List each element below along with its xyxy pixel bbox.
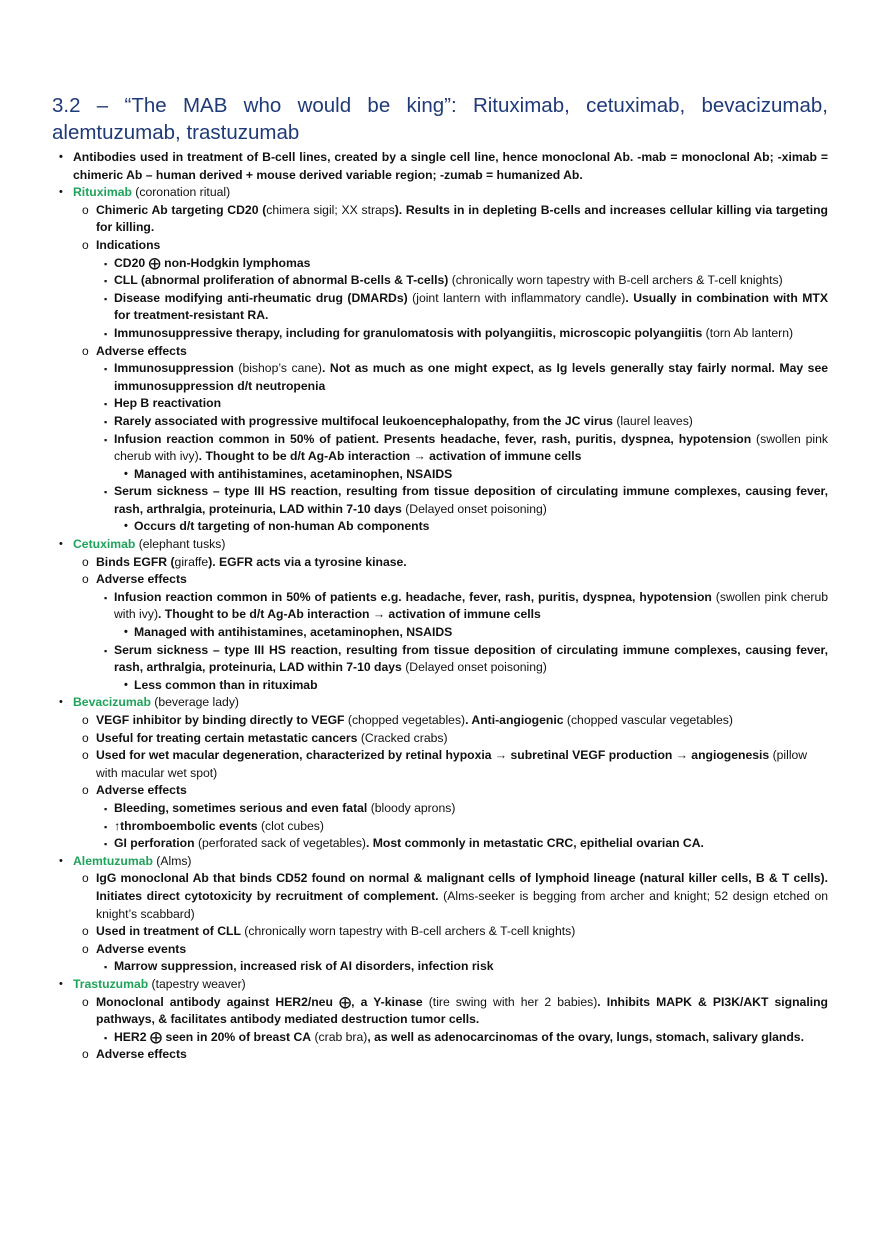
bullet-marker: • xyxy=(124,678,128,691)
point-mnemonic: (Alms-seeker is begging from archer and knight; 52 design etched on knight’s scabbard) xyxy=(96,888,829,921)
point-text: Used in treatment of CLL xyxy=(96,924,241,939)
bevacizumab-adverse xyxy=(52,782,828,800)
trastuzumab-subpoint xyxy=(52,1029,828,1047)
adverse-subtext: Occurs d/t targeting of non-human Ab components xyxy=(134,519,430,534)
point-mnemonic: (pillow with macular wet spot) xyxy=(96,748,808,780)
adverse-item xyxy=(52,800,828,818)
drug-name-bevacizumab: Bevacizumab xyxy=(73,695,151,710)
adverse-mnemonic: (Delayed onset poisoning) xyxy=(401,501,547,516)
trastuzumab-bullet xyxy=(52,976,828,994)
square-marker: ▪ xyxy=(104,258,108,269)
adverse-mnemonic: (perforated sack of vegetables) xyxy=(194,836,366,851)
adverse-mnemonic: (laurel leaves) xyxy=(612,413,693,428)
point-text: Useful for treating certain metastatic cancers xyxy=(96,730,358,745)
trastuzumab-point xyxy=(52,994,828,1029)
mnemonic: (tapestry weaver) xyxy=(148,976,246,991)
bullet-marker: • xyxy=(59,854,63,867)
drug-name-alemtuzumab: Alemtuzumab xyxy=(73,853,153,868)
mnemonic: (beverage lady) xyxy=(150,695,239,710)
adverse-text: Hep B reactivation xyxy=(114,396,222,411)
circle-marker: o xyxy=(82,202,89,217)
square-marker: ▪ xyxy=(104,1032,108,1043)
adverse-text: Immunosuppression xyxy=(114,361,234,376)
adverse-label: Adverse effects xyxy=(96,1047,187,1062)
adverse-text: Serum sickness – type III HS reaction, resulting from tissue deposition of circulating immune complexes, causing fever, rash, arthralgia, proteinuria, LAD within 7-10 days xyxy=(114,642,828,675)
rituximab-target xyxy=(52,202,828,237)
point-text: IgG monoclonal Ab that binds CD52 found on normal & malignant cells of lymphoid lineage (natural killer cells, B & T cells). Initiates direct cytotoxicity by recruitment of complement. xyxy=(96,871,828,903)
alemtuzumab-adverse xyxy=(52,941,828,959)
indication-mnemonic: (chronically worn tapestry with B-cell archers & T-cell knights) xyxy=(448,273,783,288)
intro-bullet xyxy=(52,149,828,184)
adverse-text: Infusion reaction common in 50% of patients e.g. headache, fever, rash, puritis, dyspnea, hypotension xyxy=(114,589,712,604)
adverse-subtext: Less common than in rituximab xyxy=(134,677,318,692)
adverse-item xyxy=(52,360,828,395)
adverse-mnemonic: (bishop’s cane) xyxy=(233,361,322,376)
adverse-subtext: Managed with antihistamines, acetaminophen, NSAIDS xyxy=(134,625,453,640)
point-text-2: . Inhibits MAPK & PI3K/AKT signaling pathways, & facilitates antibody mediated destruction tumor cells. xyxy=(96,994,828,1027)
adverse-mnemonic: (Delayed onset poisoning) xyxy=(401,660,547,675)
indication-item xyxy=(52,255,828,273)
cetuximab-bullet xyxy=(52,536,828,554)
drug-name-cetuximab: Cetuximab xyxy=(73,537,136,552)
adverse-text: ↑thromboembolic events xyxy=(114,818,258,833)
square-marker: ▪ xyxy=(104,803,108,814)
circle-marker: o xyxy=(82,572,89,587)
adverse-item xyxy=(52,395,828,413)
adverse-text: Infusion reaction common in 50% of patient. Presents headache, fever, rash, puritis, dyspnea, hypotension xyxy=(114,431,752,446)
indication-text: Immunosuppressive therapy, including for granulomatosis with polyangiitis, microscopic polyangiitis xyxy=(114,325,703,340)
square-marker: ▪ xyxy=(104,592,108,603)
bullet-marker: • xyxy=(59,151,63,163)
cetuximab-binds xyxy=(52,554,828,572)
bullet-marker: • xyxy=(124,626,128,639)
adverse-item xyxy=(52,431,828,466)
circle-marker: o xyxy=(82,748,89,763)
drug-name-rituximab: Rituximab xyxy=(73,185,132,200)
square-marker: ▪ xyxy=(104,487,108,498)
indications-label: Indications xyxy=(96,237,161,252)
adverse-label: Adverse effects xyxy=(96,572,187,587)
mnemonic: (Alms) xyxy=(152,853,192,868)
adverse-mnemonic: (swollen pink cherub with ivy) xyxy=(114,431,828,464)
circle-marker: o xyxy=(82,343,89,358)
alemtuzumab-bullet xyxy=(52,853,828,871)
indication-text: Disease modifying anti-rheumatic drug (DMARDs) xyxy=(114,290,408,305)
circle-marker: o xyxy=(82,730,89,745)
bevacizumab-point xyxy=(52,747,828,782)
indication-item xyxy=(52,290,828,325)
circle-marker: o xyxy=(82,871,89,886)
square-marker: ▪ xyxy=(104,276,108,287)
circle-marker: o xyxy=(82,237,89,252)
square-marker: ▪ xyxy=(104,434,108,445)
square-marker: ▪ xyxy=(104,293,108,304)
adverse-mnemonic: (swollen pink cherub with ivy) xyxy=(114,589,829,622)
bevacizumab-point xyxy=(52,712,828,730)
indication-item xyxy=(52,325,828,343)
circle-marker: o xyxy=(82,783,89,798)
adverse-text-2: . Most commonly in metastatic CRC, epithelial ovarian CA. xyxy=(365,836,704,851)
point-mnemonic: (chronically worn tapestry with B-cell archers & T-cell knights) xyxy=(240,924,576,939)
binds-mnemonic: giraffe xyxy=(174,554,209,569)
drug-name-trastuzumab: Trastuzumab xyxy=(73,976,149,991)
circle-marker: o xyxy=(82,994,89,1009)
indication-mnemonic: (torn Ab lantern) xyxy=(702,325,794,340)
adverse-text: Marrow suppression, increased risk of AI disorders, infection risk xyxy=(114,959,494,974)
adverse-text-2: . Not as much as one might expect, as Ig levels generally stay fairly normal. May see immunosuppression d/t neutropenia xyxy=(114,361,828,393)
rituximab-adverse xyxy=(52,343,828,361)
adverse-text: Bleeding, sometimes serious and even fatal xyxy=(114,800,368,815)
bevacizumab-bullet xyxy=(52,694,828,712)
circle-marker: o xyxy=(82,713,89,727)
adverse-item xyxy=(52,642,828,677)
circle-marker: o xyxy=(82,941,89,956)
adverse-label: Adverse effects xyxy=(96,783,187,798)
section-title: 3.2 – “The MAB who would be king”: Rituximab, cetuximab, bevacizumab, alemtuzumab, trastuzumab xyxy=(52,94,828,144)
bullet-marker: • xyxy=(59,977,63,990)
rituximab-bullet xyxy=(52,184,828,202)
alemtuzumab-point xyxy=(52,923,828,941)
target-mnemonic: chimera sigil; XX straps xyxy=(266,202,395,217)
point-mnemonic-2: (chopped vascular vegetables) xyxy=(563,713,733,727)
adverse-label: Adverse events xyxy=(96,941,187,956)
adverse-text: Serum sickness – type III HS reaction, resulting from tissue deposition of circulating immune complexes, causing fever, rash, arthralgia, proteinuria, LAD within 7-10 days xyxy=(114,484,828,516)
bullet-marker: • xyxy=(124,467,128,480)
intro-text: Antibodies used in treatment of B-cell lines, created by a single cell line, hence monoclonal Ab. -mab = monoclonal Ab; -ximab = chimeric Ab – human derived + mouse derived variable region; -zumab = humanized Ab. xyxy=(73,150,828,182)
square-marker: ▪ xyxy=(104,399,108,410)
adverse-text-2: . Thought to be d/t Ag-Ab interaction → activation of immune cells xyxy=(198,449,582,464)
point-mnemonic: (chopped vegetables) xyxy=(344,713,466,727)
adverse-mnemonic: (bloody aprons) xyxy=(367,800,456,815)
bullet-marker: • xyxy=(59,696,63,709)
adverse-subitem xyxy=(52,624,828,642)
square-marker: ▪ xyxy=(104,962,108,973)
adverse-mnemonic: (clot cubes) xyxy=(257,818,324,833)
adverse-text: Rarely associated with progressive multifocal leukoencephalopathy, from the JC virus xyxy=(114,413,613,428)
square-marker: ▪ xyxy=(104,364,108,375)
indication-text: CD20 ⨁ non-Hodgkin lymphomas xyxy=(114,255,311,270)
target-text: Chimeric Ab targeting CD20 ( xyxy=(96,202,267,217)
circle-marker: o xyxy=(82,1047,89,1062)
mnemonic: (coronation ritual) xyxy=(131,185,231,200)
indication-text: CLL (abnormal proliferation of abnormal B-cells & T-cells) xyxy=(114,273,449,288)
binds-text-2: ). EGFR acts via a tyrosine kinase. xyxy=(208,554,407,569)
adverse-item xyxy=(52,483,828,518)
circle-marker: o xyxy=(82,924,89,939)
rituximab-indications xyxy=(52,237,828,255)
square-marker: ▪ xyxy=(104,416,108,427)
subpoint-text: HER2 ⨁ seen in 20% of breast CA xyxy=(114,1029,312,1044)
adverse-subitem xyxy=(52,677,828,695)
adverse-item xyxy=(52,589,828,624)
adverse-item xyxy=(52,835,828,853)
bullet-marker: • xyxy=(59,186,63,199)
adverse-subitem xyxy=(52,518,828,536)
adverse-text: GI perforation xyxy=(114,836,195,851)
circle-marker: o xyxy=(82,554,89,569)
point-mnemonic: (tire swing with her 2 babies) xyxy=(422,994,598,1009)
indication-item xyxy=(52,272,828,290)
adverse-label: Adverse effects xyxy=(96,343,187,358)
adverse-subitem xyxy=(52,466,828,484)
adverse-item xyxy=(52,958,828,976)
point-text: Used for wet macular degeneration, characterized by retinal hypoxia → subretinal VEGF production → angiogenesis xyxy=(96,748,770,763)
bullet-marker: • xyxy=(59,538,63,551)
cetuximab-adverse xyxy=(52,571,828,589)
trastuzumab-adverse xyxy=(52,1046,828,1064)
adverse-subtext: Managed with antihistamines, acetaminophen, NSAIDS xyxy=(134,466,453,481)
adverse-text-2: . Thought to be d/t Ag-Ab interaction → activation of immune cells xyxy=(158,607,541,622)
subpoint-text-2: , as well as adenocarcinomas of the ovary, lungs, stomach, salivary glands. xyxy=(367,1029,804,1044)
notes-body xyxy=(52,149,828,1064)
alemtuzumab-point xyxy=(52,870,828,923)
adverse-item xyxy=(52,818,828,836)
point-text: VEGF inhibitor by binding directly to VEGF xyxy=(96,713,345,727)
square-marker: ▪ xyxy=(104,645,108,656)
target-text-2: ). Results in in depleting B-cells and increases cellular killing via targeting for killing. xyxy=(96,202,828,235)
point-text: Monoclonal antibody against HER2/neu ⨁, a Y-kinase xyxy=(96,994,423,1009)
bevacizumab-point xyxy=(52,730,828,748)
square-marker: ▪ xyxy=(104,821,108,832)
adverse-item xyxy=(52,413,828,431)
point-text-2: . Anti-angiogenic xyxy=(465,713,564,727)
bullet-marker: • xyxy=(124,520,128,533)
indication-text-2: . Usually in combination with MTX for treatment-resistant RA. xyxy=(114,290,829,323)
square-marker: ▪ xyxy=(104,839,108,850)
subpoint-mnemonic: (crab bra) xyxy=(311,1029,368,1044)
square-marker: ▪ xyxy=(104,328,108,339)
indication-mnemonic: (joint lantern with inflammatory candle) xyxy=(407,290,626,305)
binds-text: Binds EGFR ( xyxy=(96,554,175,569)
point-mnemonic: (Cracked crabs) xyxy=(357,730,448,745)
mnemonic: (elephant tusks) xyxy=(135,537,226,552)
